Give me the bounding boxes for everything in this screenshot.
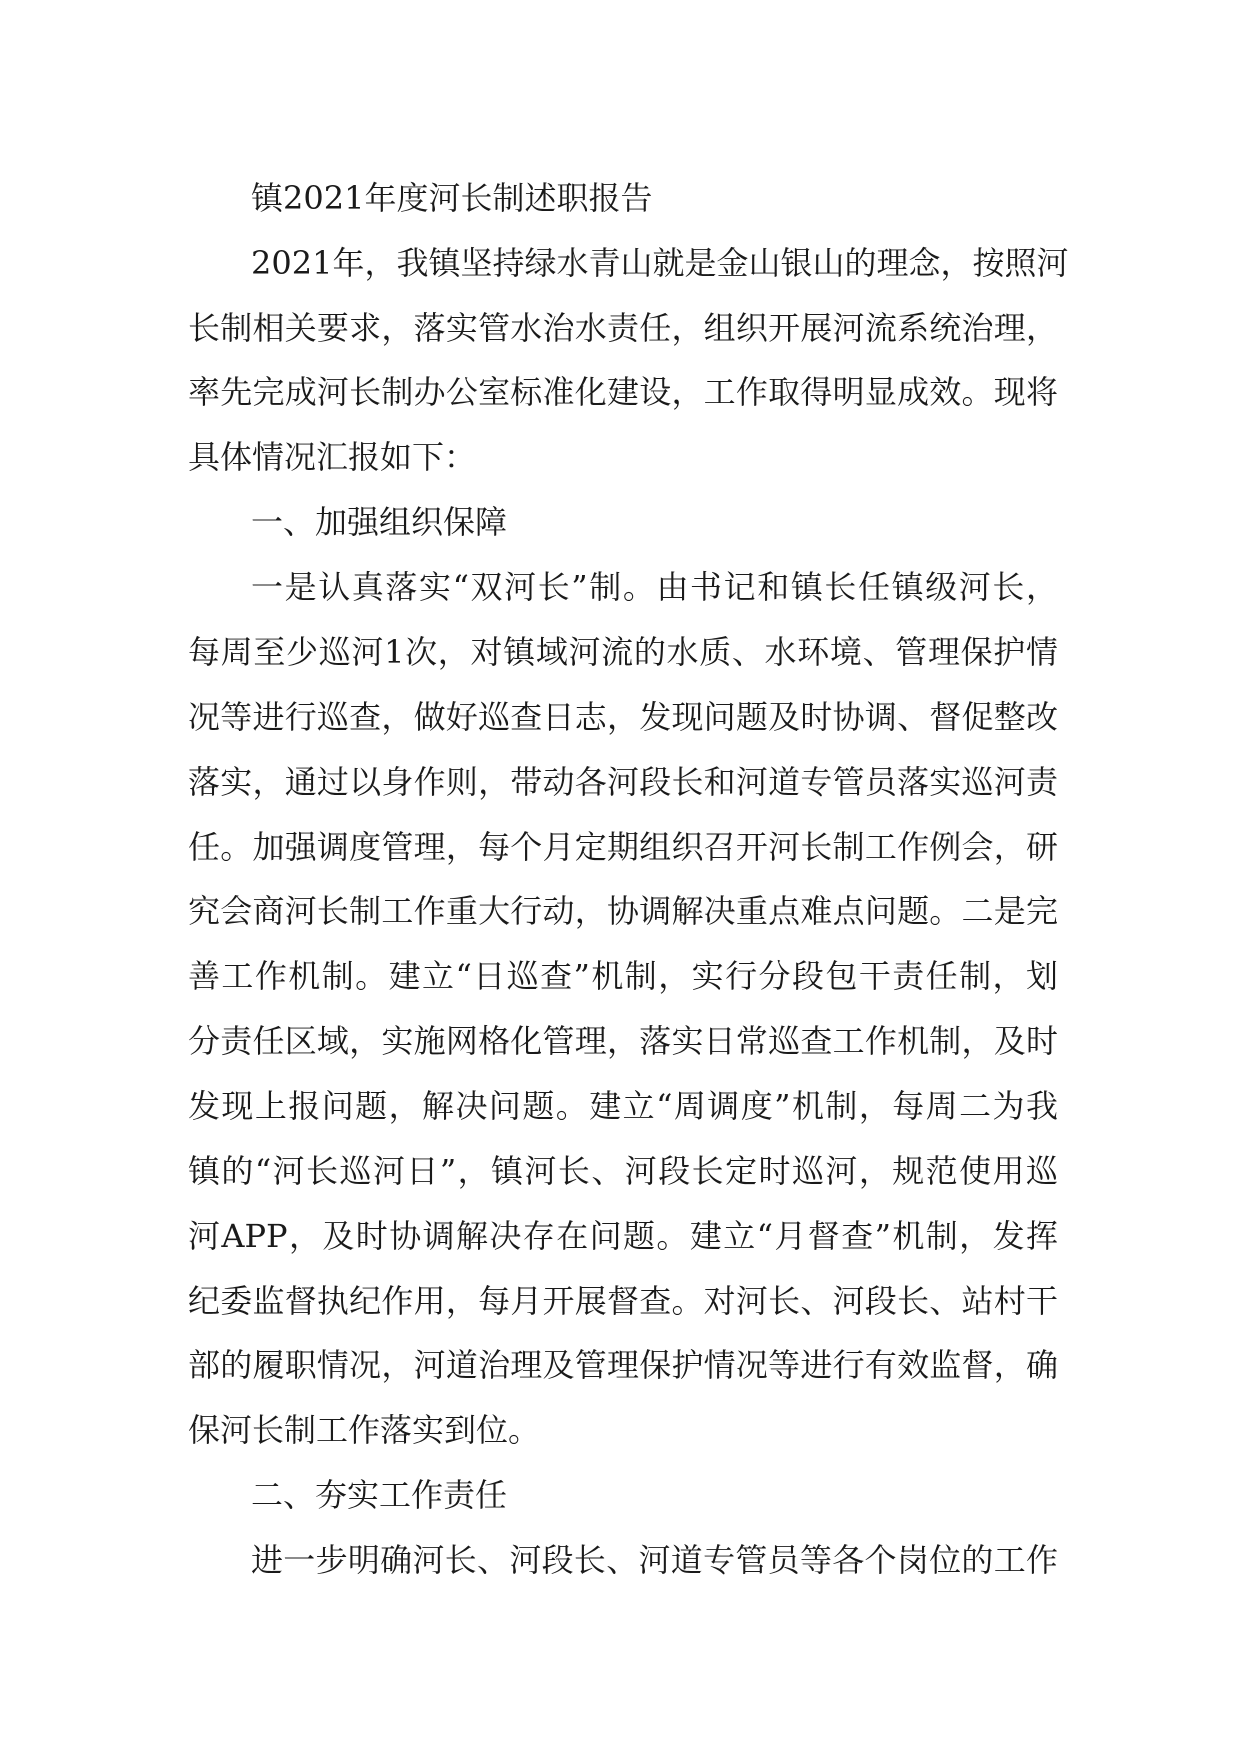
paragraph-line: 落实，通过以身作则，带动各河段长和河道专管员落实巡河责 bbox=[188, 763, 1058, 801]
paragraph-line: 况等进行巡查，做好巡查日志，发现问题及时协调、督促整改 bbox=[188, 698, 1058, 736]
paragraph-line: 具体情况汇报如下： bbox=[188, 438, 477, 476]
paragraph-line: 长制相关要求，落实管水治水责任，组织开展河流系统治理， bbox=[188, 309, 1058, 347]
paragraph-line: 部的履职情况，河道治理及管理保护情况等进行有效监督，确 bbox=[188, 1346, 1058, 1384]
paragraph-line: 究会商河长制工作重大行动，协调解决重点难点问题。二是完 bbox=[188, 892, 1058, 930]
paragraph-line: 进一步明确河长、河段长、河道专管员等各个岗位的工作 bbox=[251, 1541, 1058, 1579]
paragraph-line: 一是认真落实“双河长”制。由书记和镇长任镇级河长， bbox=[251, 568, 1058, 606]
paragraph-line: 保河长制工作落实到位。 bbox=[188, 1411, 541, 1449]
section-heading: 二、夯实工作责任 bbox=[251, 1476, 508, 1514]
paragraph-line: 分责任区域，实施网格化管理，落实日常巡查工作机制，及时 bbox=[188, 1022, 1058, 1060]
paragraph-line: 每周至少巡河1次，对镇域河流的水质、水环境、管理保护情 bbox=[188, 633, 1058, 671]
paragraph-line: 纪委监督执纪作用，每月开展督查。对河长、河段长、站村干 bbox=[188, 1282, 1058, 1320]
section-heading: 一、加强组织保障 bbox=[251, 503, 508, 541]
paragraph-line: 善工作机制。建立“日巡查”机制，实行分段包干责任制，划 bbox=[188, 957, 1058, 995]
paragraph-line: 任。加强调度管理，每个月定期组织召开河长制工作例会，研 bbox=[188, 828, 1058, 866]
document-title: 镇2021年度河长制述职报告 bbox=[251, 179, 653, 217]
paragraph-line: 率先完成河长制办公室标准化建设，工作取得明显成效。现将 bbox=[188, 373, 1058, 411]
paragraph-line: 河APP，及时协调解决存在问题。建立“月督查”机制，发挥 bbox=[188, 1217, 1058, 1255]
paragraph-line: 2021年，我镇坚持绿水青山就是金山银山的理念，按照河 bbox=[251, 244, 1069, 282]
paragraph-line: 镇的“河长巡河日”，镇河长、河段长定时巡河，规范使用巡 bbox=[188, 1152, 1058, 1190]
paragraph-line: 发现上报问题，解决问题。建立“周调度”机制，每周二为我 bbox=[188, 1087, 1058, 1125]
